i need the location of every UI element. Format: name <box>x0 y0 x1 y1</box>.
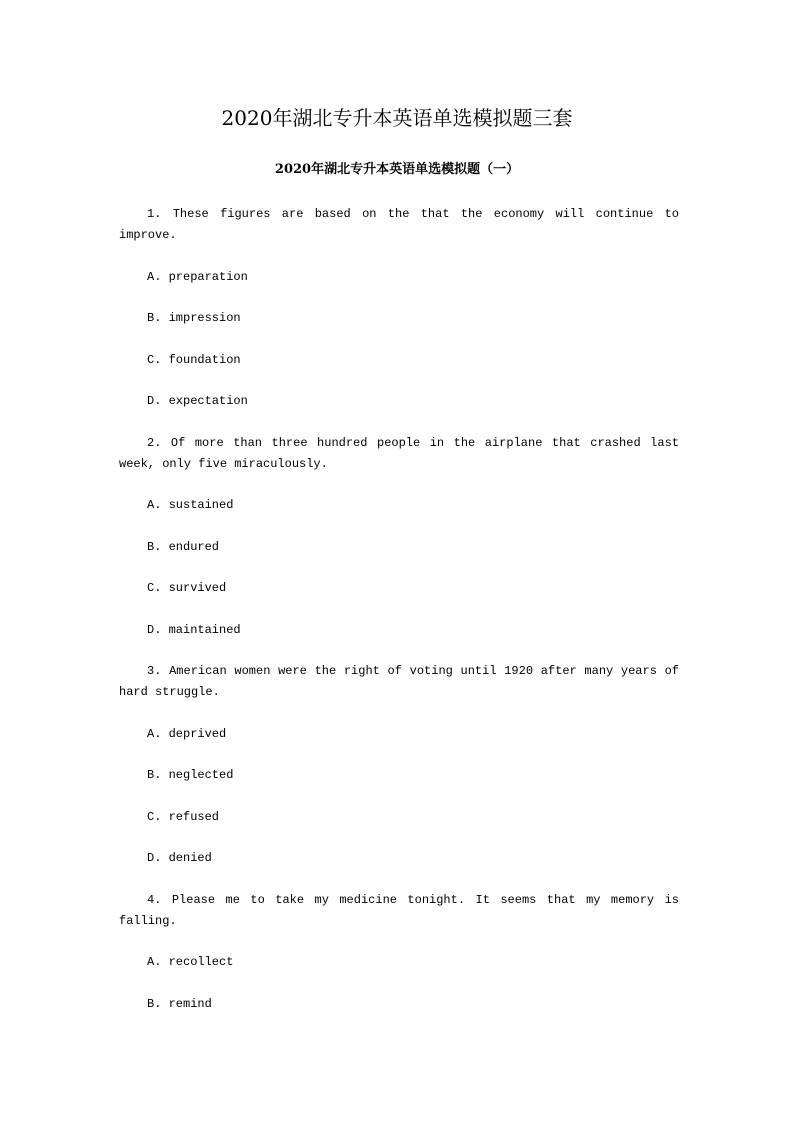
question-3-option-b: B. neglected <box>147 768 234 782</box>
question-3-option-a: A. deprived <box>147 726 227 741</box>
question-2-option-d: D. maintained <box>147 622 241 637</box>
question-4-option-a: A. recollect <box>147 955 234 969</box>
question-2-option-b: B. endured <box>147 539 220 554</box>
question-4-option-b: B. remind <box>147 996 212 1011</box>
question-1-text: 1. These figures are based on the that the economy will continue to improve. <box>119 207 679 242</box>
question-1-option-c: C. foundation <box>147 352 241 367</box>
question-1-option-a: A. preparation <box>147 269 248 284</box>
question-2-option-c: C. survived <box>147 581 227 595</box>
question-3-option-c: C. refused <box>147 809 220 824</box>
question-4-text: 4. Please me to take my medicine tonight. It seems that my memory is falling. <box>119 892 679 928</box>
section-subtitle: 2020年湖北专升本英语单选模拟题（一） <box>274 162 520 177</box>
question-1-option-b: B. impression <box>147 311 241 325</box>
question-list <box>119 204 679 1035</box>
question-1-option-d: D. expectation <box>147 394 248 408</box>
document-title: 2020年湖北专升本英语单选模拟题三套 <box>221 106 573 130</box>
question-3-text: 3. American women were the right of voting until 1920 after many years of hard struggle. <box>119 664 679 699</box>
question-3-option-d: D. denied <box>147 851 212 865</box>
question-2-option-a: A. sustained <box>147 498 234 512</box>
question-2-text: 2. Of more than three hundred people in the airplane that crashed last week, only five miraculously. <box>119 435 679 471</box>
